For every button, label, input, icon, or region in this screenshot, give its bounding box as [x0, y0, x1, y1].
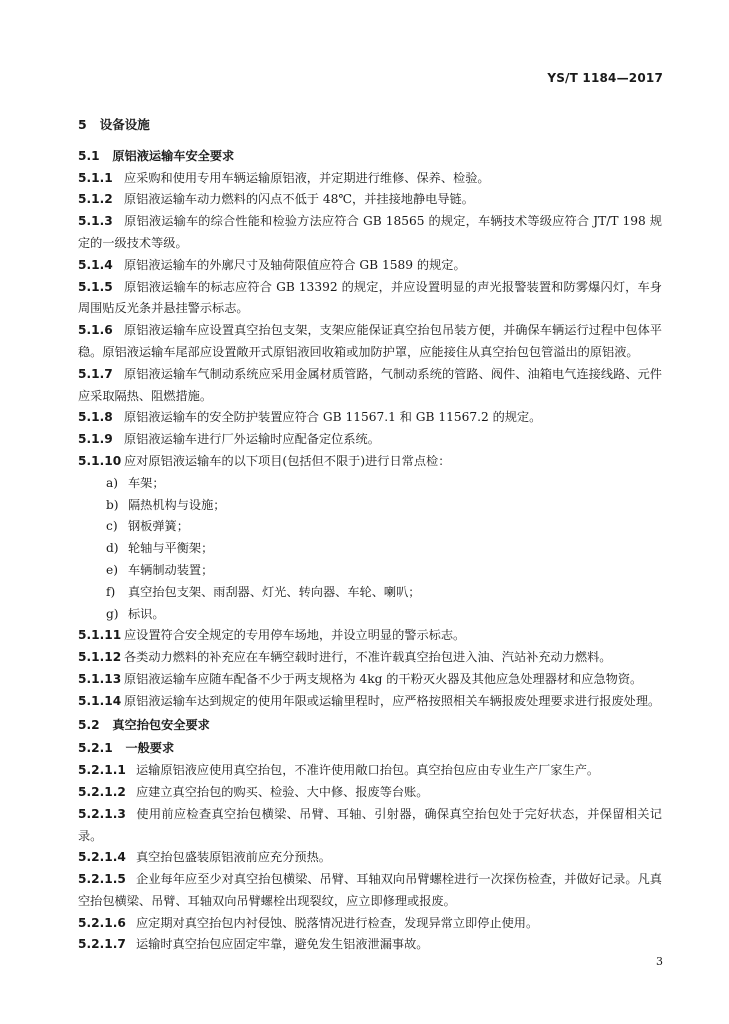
clause-text: 使用前应检查真空抬包横梁、吊臂、耳轴、引射器，确保真空抬包处于完好状态，并保留相关记录。 [78, 806, 662, 843]
list-text: 车辆制动装置； [128, 562, 214, 577]
list-label: g) [106, 606, 119, 621]
clause-number: 5.1.13 [78, 671, 122, 686]
clause [78, 691, 662, 713]
clause-number: 5.1.9 [78, 432, 113, 447]
clause-number: 5.1.14 [78, 693, 122, 708]
clause-text: 原铝液运输车的综合性能和检验方法应符合 GB 18565 的规定，车辆技术等级应符合 JT/T 198 规定的一级技术等级。 [78, 214, 662, 250]
clause [78, 277, 662, 321]
clause [78, 168, 662, 190]
list-label: c) [106, 519, 118, 534]
clause-number: 5.2.1.7 [78, 937, 126, 952]
clause [78, 429, 662, 451]
clause [78, 320, 662, 364]
clause-number: 5.1.1 [78, 170, 113, 185]
clause-number: 5.1.8 [78, 410, 113, 425]
list-label: f) [106, 584, 116, 599]
subsection-heading-5-2-1 [78, 738, 662, 760]
clause-text: 原铝液运输车应随车配备不少于两支规格为 4kg 的干粉灭火器及其他应急处理器材和应急物资。 [124, 671, 643, 686]
checklist-item [78, 495, 662, 517]
subsection-number: 5.2.1 [78, 741, 113, 756]
clause-text: 原铝液运输车的外廓尺寸及轴荷限值应符合 GB 1589 的规定。 [124, 257, 466, 272]
subsection-number: 5.2 [78, 717, 100, 732]
list-label: e) [106, 562, 118, 577]
clause-text: 企业每年应至少对真空抬包横梁、吊臂、耳轴双向吊臂螺栓进行一次探伤检查，并做好记录。凡真空抬包横梁、吊臂、耳轴双向吊臂螺栓出现裂纹，应立即修理或报废。 [78, 872, 662, 908]
document-body [78, 112, 662, 956]
checklist-item [78, 538, 662, 560]
clause-text: 应定期对真空抬包内衬侵蚀、脱落情况进行检查，发现异常立即停止使用。 [136, 915, 539, 930]
checklist-item [78, 473, 662, 495]
clause-text: 原铝液运输车气制动系统应采用金属材质管路，气制动系统的管路、阀件、油箱电气连接线路、元件应采取隔热、阻燃措施。 [78, 366, 662, 403]
clause-number: 5.2.1.2 [78, 784, 126, 799]
clause-text: 运输原铝液应使用真空抬包，不准许使用敞口抬包。真空抬包应由专业生产厂家生产。 [136, 763, 600, 778]
clause-text: 应对原铝液运输车的以下项目(包括但不限于)进行日常点检： [124, 453, 451, 468]
clause [78, 782, 662, 804]
clause-number: 5.1.3 [78, 214, 113, 229]
section-heading [78, 114, 662, 136]
section-number: 5 [78, 117, 87, 132]
clause-number: 5.1.10 [78, 453, 122, 468]
clause [78, 647, 662, 669]
clause-text: 应采购和使用专用车辆运输原铝液，并定期进行维修、保养、检验。 [124, 170, 490, 185]
subsection-number: 5.1 [78, 148, 100, 163]
clause-number: 5.1.2 [78, 192, 113, 207]
clause-text: 原铝液运输车应设置真空抬包支架，支架应能保证真空抬包吊装方便，并确保车辆运行过程中包体平稳。原铝液运输车尾部应设置敞开式原铝液回收箱或加防护罩，应能接住从真空抬包包管溢出的原铝液。 [78, 323, 662, 359]
subsection-heading-5-1 [78, 146, 662, 168]
list-text: 车架； [128, 475, 165, 490]
clause [78, 869, 662, 913]
clause-text: 应设置符合安全规定的专用停车场地，并设立明显的警示标志。 [124, 628, 466, 643]
clause-text: 原铝液运输车动力燃料的闪点不低于 48℃，并挂接地静电导链。 [124, 192, 474, 207]
clause [78, 913, 662, 935]
clause [78, 211, 662, 255]
clause [78, 934, 662, 956]
clause-text: 原铝液运输车的安全防护装置应符合 GB 11567.1 和 GB 11567.2 的规定。 [124, 410, 542, 425]
document-id: YS/T 1184—2017 [547, 71, 663, 85]
clause-number: 5.2.1.1 [78, 763, 126, 778]
clause-text: 原铝液运输车达到规定的使用年限或运输里程时，应严格按照相关车辆报废处理要求进行报废处理。 [124, 693, 661, 708]
checklist-item [78, 582, 662, 604]
clause-text: 应建立真空抬包的购买、检验、大中修、报废等台账。 [136, 784, 429, 799]
list-label: b) [106, 497, 119, 512]
list-label: d) [106, 541, 119, 556]
clause [78, 625, 662, 647]
clause [78, 255, 662, 277]
clause [78, 189, 662, 211]
clause-number: 5.1.5 [78, 279, 113, 294]
list-text: 隔热机构与设施； [128, 497, 226, 512]
list-text: 标识。 [128, 606, 165, 621]
clause [78, 364, 662, 408]
subsection-heading-5-2 [78, 715, 662, 737]
clause-number: 5.1.4 [78, 257, 113, 272]
checklist-item [78, 516, 662, 538]
checklist-item [78, 604, 662, 626]
clause-number: 5.1.12 [78, 650, 122, 665]
clause [78, 804, 662, 848]
clause-number: 5.1.7 [78, 366, 113, 381]
clause-number: 5.2.1.6 [78, 915, 126, 930]
clause-number: 5.2.1.3 [78, 806, 126, 821]
clause [78, 451, 662, 473]
page-number: 3 [656, 955, 663, 968]
clause-number: 5.1.11 [78, 628, 122, 643]
clause-text: 真空抬包盛装原铝液前应充分预热。 [136, 850, 331, 865]
subsection-title: 一般要求 [125, 741, 175, 756]
list-text: 真空抬包支架、雨刮器、灯光、转向器、车轮、喇叭； [128, 584, 421, 599]
clause-text: 原铝液运输车进行厂外运输时应配备定位系统。 [124, 432, 380, 447]
clause [78, 669, 662, 691]
subsection-title: 真空抬包安全要求 [112, 717, 210, 732]
clause-number: 5.2.1.5 [78, 872, 126, 887]
clause-text: 原铝液运输车的标志应符合 GB 13392 的规定，并应设置明显的声光报警装置和防雾爆闪灯，车身周围贴反光条并悬挂警示标志。 [78, 279, 662, 316]
clause-text: 各类动力燃料的补充应在车辆空载时进行，不准许载真空抬包进入油、汽站补充动力燃料。 [124, 650, 612, 665]
checklist-item [78, 560, 662, 582]
clause [78, 407, 662, 429]
clause-number: 5.1.6 [78, 323, 113, 338]
clause-text: 运输时真空抬包应固定牢靠，避免发生铝液泄漏事故。 [136, 937, 429, 952]
list-text: 钢板弹簧； [128, 519, 189, 534]
section-title: 设备设施 [99, 117, 150, 132]
list-text: 轮轴与平衡架； [128, 541, 214, 556]
clause [78, 847, 662, 869]
clause [78, 760, 662, 782]
list-label: a) [106, 475, 119, 490]
subsection-title: 原铝液运输车安全要求 [112, 148, 235, 163]
clause-number: 5.2.1.4 [78, 850, 126, 865]
